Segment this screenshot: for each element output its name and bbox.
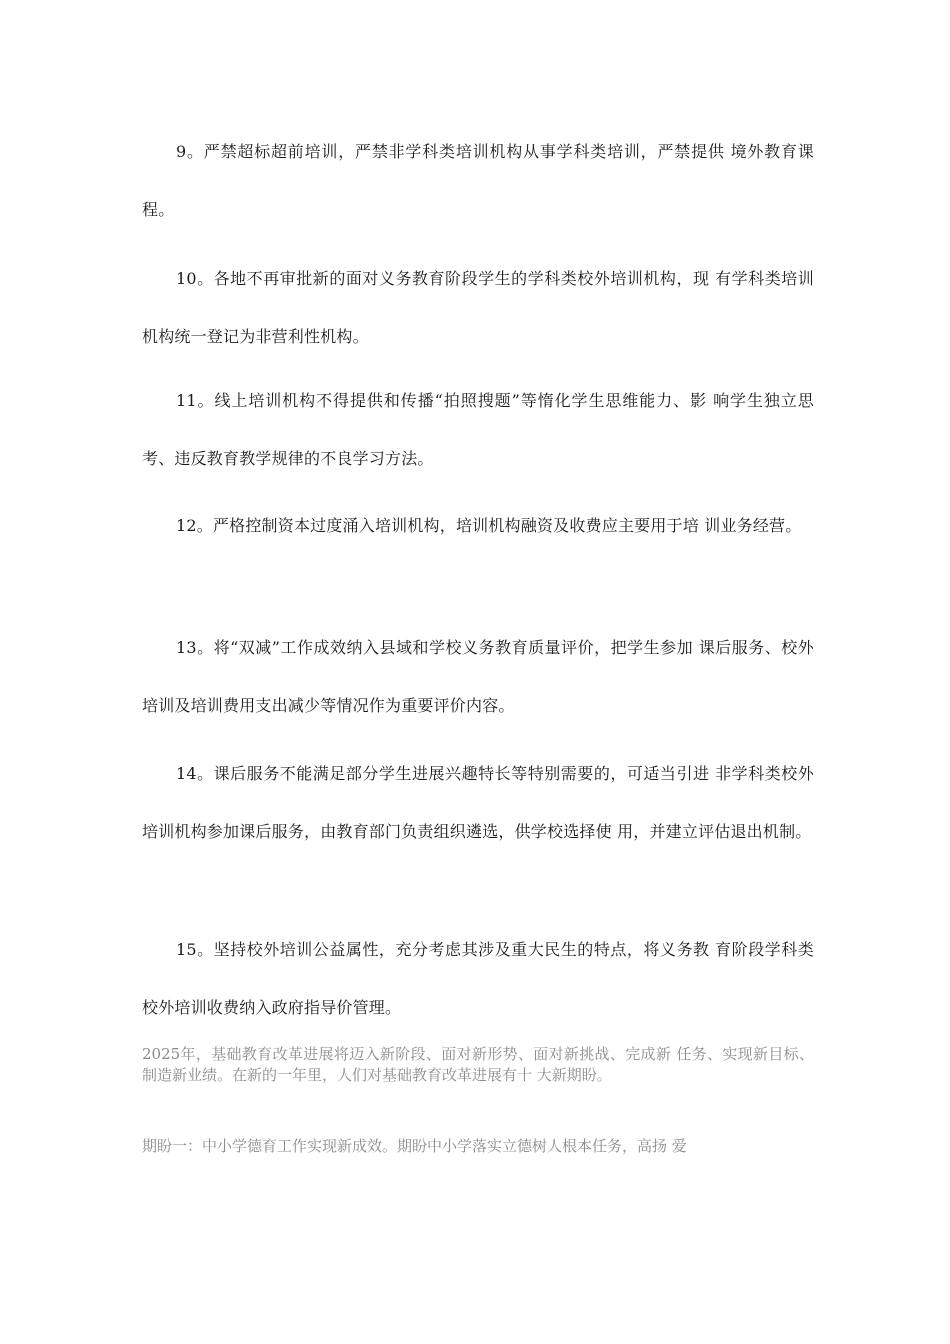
paragraph-text: 11。线上培训机构不得提供和传播“拍照搜题”等惰化学生思维能力、影 响学生独立思考、违反教育教学规律的不良学习方法。 [142,391,814,468]
paragraph-13 [142,619,814,735]
paragraph-12 [142,497,814,555]
paragraph-text: 15。坚持校外培训公益属性，充分考虑其涉及重大民生的特点，将义务教 育阶段学科类校外培训收费纳入政府指导价管理。 [142,940,814,1017]
grey-paragraph-intro: 2025年，基础教育改革进展将迈入新阶段、面对新形势、面对新挑战、完成新 任务、实现新目标、制造新业绩。在新的一年里，人们对基础教育改革进展有十 大新期盼。 [142,1045,814,1084]
paragraph-14 [142,745,814,861]
grey-paragraph-expectation-1: 期盼一：中小学德育工作实现新成效。期盼中小学落实立德树人根本任务，高扬 爱 [142,1137,687,1155]
paragraph-text: 9。严禁超标超前培训，严禁非学科类培训机构从事学科类培训，严禁提供 境外教育课程。 [142,142,814,219]
paragraph-text: 12。严格控制资本过度涌入培训机构，培训机构融资及收费应主要用于培 训业务经营。 [176,516,802,535]
paragraph-text: 10。各地不再审批新的面对义务教育阶段学生的学科类校外培训机构，现 有学科类培训机构统一登记为非营利性机构。 [142,269,814,346]
paragraph-text: 14。课后服务不能满足部分学生进展兴趣特长等特别需要的，可适当引进 非学科类校外培训机构参加课后服务，由教育部门负责组织遴选，供学校选择使 用，并建立评估退出机制。 [142,764,814,841]
paragraph-10 [142,250,814,366]
paragraph-15 [142,921,814,1037]
paragraph-9 [142,123,814,239]
paragraph-text: 13。将“双减”工作成效纳入县域和学校义务教育质量评价，把学生参加 课后服务、校外培训及培训费用支出减少等情况作为重要评价内容。 [142,638,814,715]
paragraph-11 [142,372,814,488]
